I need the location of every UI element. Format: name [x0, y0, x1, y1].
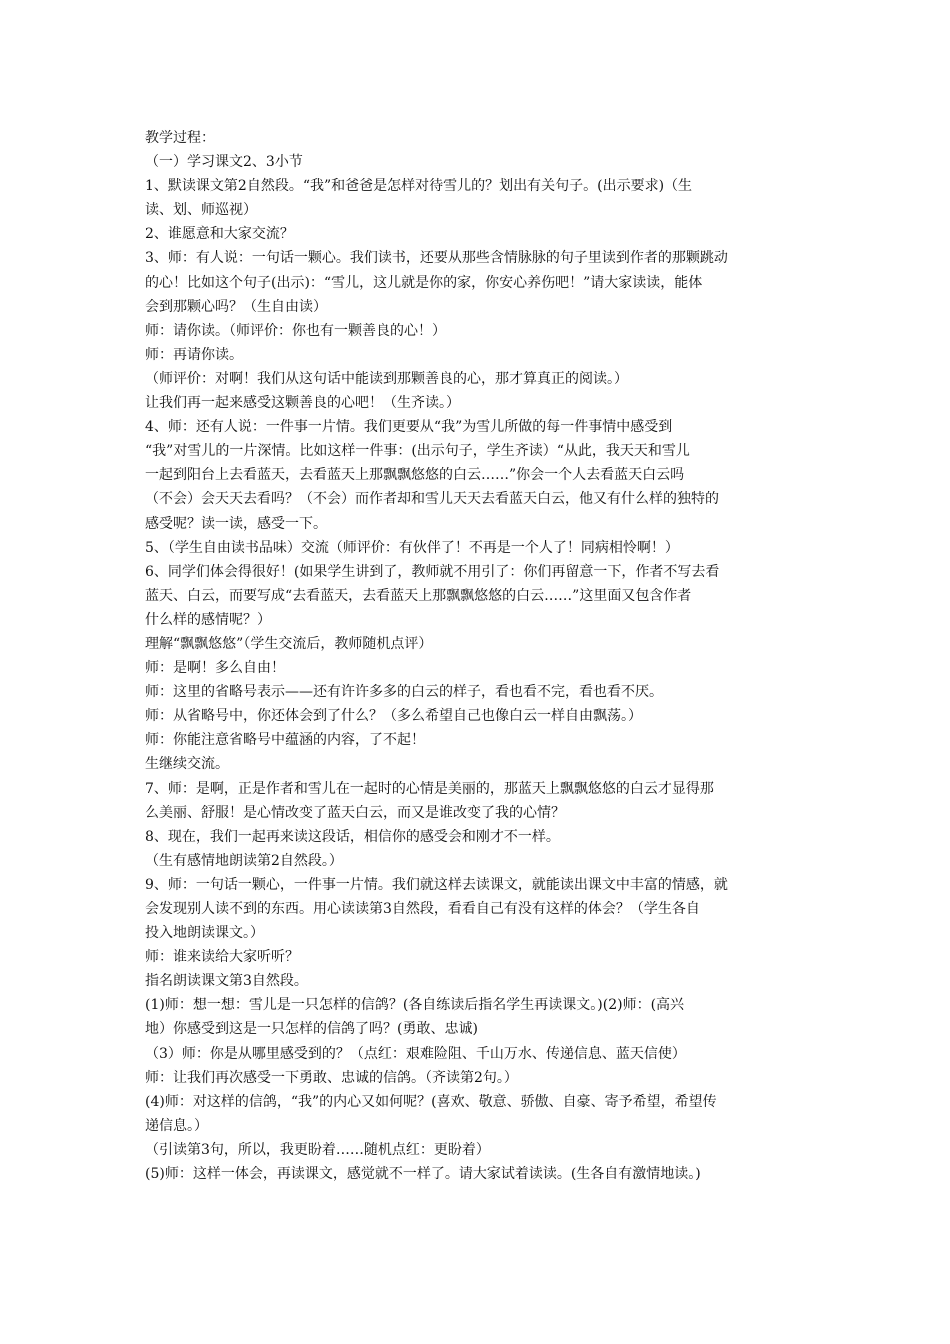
- text-line: 3、师：有人说：一句话一颗心。我们读书，还要从那些含情脉脉的句子里读到作者的那颗跳动: [145, 250, 728, 267]
- text-line: 7、师：是啊，正是作者和雪儿在一起时的心情是美丽的，那蓝天上飘飘悠悠的白云才显得那: [145, 780, 714, 797]
- text-line: 感受呢？读一读，感受一下。: [145, 515, 327, 532]
- text-line: 什么样的感情呢？）: [145, 611, 271, 628]
- text-line: 5、（学生自由读书品味）交流（师评价：有伙伴了！不再是一个人了！同病相怜啊！）: [145, 539, 679, 556]
- text-line: 蓝天、白云，而要写成“去看蓝天，去看蓝天上那飘飘悠悠的白云……”这里面又包含作者: [145, 587, 692, 604]
- text-line: 会到那颗心吗？（生自由读）: [145, 298, 327, 315]
- text-line: 师：再请你读。: [145, 346, 243, 363]
- text-line: 会发现别人读不到的东西。用心读读第3自然段，看看自己有没有这样的体会？（学生各自: [145, 901, 700, 917]
- text-line: 理解“飘飘悠悠”（学生交流后，教师随机点评）: [145, 635, 433, 652]
- text-line: 1、默读课文第2自然段。“我”和爸爸是怎样对待雪儿的？划出有关句子。(出示要求)（生: [145, 178, 693, 195]
- text-line: 4、师：还有人说：一件事一片情。我们更要从“我”为雪儿所做的每一件事情中感受到: [145, 419, 673, 436]
- text-line: 2、谁愿意和大家交流？: [145, 226, 294, 243]
- text-line: (1)师：想一想：雪儿是一只怎样的信鸽？(各自练读后指名学生再读课文。)(2)师：(高兴: [145, 997, 685, 1014]
- text-line: 么美丽、舒服！是心情改变了蓝天白云，而又是谁改变了我的心情？: [145, 804, 565, 821]
- text-line: “我”对雪儿的一片深情。比如这样一件事：(出示句子，学生齐读）“从此，我天天和雪儿: [145, 443, 690, 460]
- text-line: （一）学习课文2、3小节: [145, 154, 303, 171]
- text-line: 让我们再一起来感受这颗善良的心吧！（生齐读。）: [145, 395, 460, 412]
- text-line: 师：你能注意省略号中蕴涵的内容，了不起！: [145, 732, 425, 749]
- text-line: 师：从省略号中，你还体会到了什么？（多么希望自己也像白云一样自由飘荡。）: [145, 708, 642, 725]
- text-line: 读、划、师巡视）: [145, 202, 257, 219]
- document-page: [145, 126, 813, 1186]
- text-line: 师：让我们再次感受一下勇敢、忠诚的信鸽。（齐读第2句。）: [145, 1069, 518, 1086]
- text-line: 6、同学们体会得很好！(如果学生讲到了，教师就不用引了：你们再留意一下，作者不写去看: [145, 563, 720, 580]
- text-line: （生有感情地朗读第2自然段。）: [145, 852, 343, 869]
- text-line: 生继续交流。: [145, 756, 229, 773]
- text-line: 师：请你读。（师评价：你也有一颗善良的心！）: [145, 322, 446, 339]
- text-line: 8、现在，我们一起再来读这段话，相信你的感受会和刚才不一样。: [145, 828, 560, 845]
- text-line: （3）师：你是从哪里感受到的？（点红：艰难险阻、千山万水、传递信息、蓝天信使）: [145, 1045, 686, 1062]
- text-line: 地）你感受到这是一只怎样的信鸽了吗？(勇敢、忠诚): [145, 1021, 478, 1038]
- text-line: 师：这里的省略号表示——还有许许多多的白云的样子，看也看不完，看也看不厌。: [145, 684, 663, 701]
- text-line: 投入地朗读课文。）: [145, 925, 264, 942]
- text-line: 一起到阳台上去看蓝天，去看蓝天上那飘飘悠悠的白云……”你会一个人去看蓝天白云吗: [145, 467, 685, 484]
- text-line: 师：是啊！多么自由！: [145, 660, 285, 677]
- text-line: 9、师：一句话一颗心，一件事一片情。我们就这样去读课文，就能读出课文中丰富的情感，就: [145, 876, 728, 893]
- text-line: （不会）会天天去看吗？（不会）而作者却和雪儿天天去看蓝天白云，他又有什么样的独特的: [145, 491, 719, 508]
- text-line: 教学过程：: [145, 130, 215, 146]
- text-line: (5)师：这样一体会，再读课文，感觉就不一样了。请大家试着读读。(生各自有激情地读。): [145, 1166, 701, 1183]
- text-line: （师评价：对啊！我们从这句话中能读到那颗善良的心，那才算真正的阅读。）: [145, 370, 628, 387]
- text-line: 递信息。）: [145, 1117, 208, 1134]
- text-line: 师：谁来读给大家听听？: [145, 949, 299, 966]
- text-line: (4)师：对这样的信鸽，“我”的内心又如何呢？(喜欢、敬意、骄傲、自豪、寄予希望，希望传: [145, 1093, 717, 1110]
- text-line: （引读第3句，所以，我更盼着……随机点红：更盼着）: [145, 1141, 490, 1158]
- text-line: 的心！比如这个句子(出示)：“雪儿，这儿就是你的家，你安心养伤吧！”请大家读读，能体: [145, 274, 703, 291]
- text-line: 指名朗读课文第3自然段。: [145, 973, 308, 990]
